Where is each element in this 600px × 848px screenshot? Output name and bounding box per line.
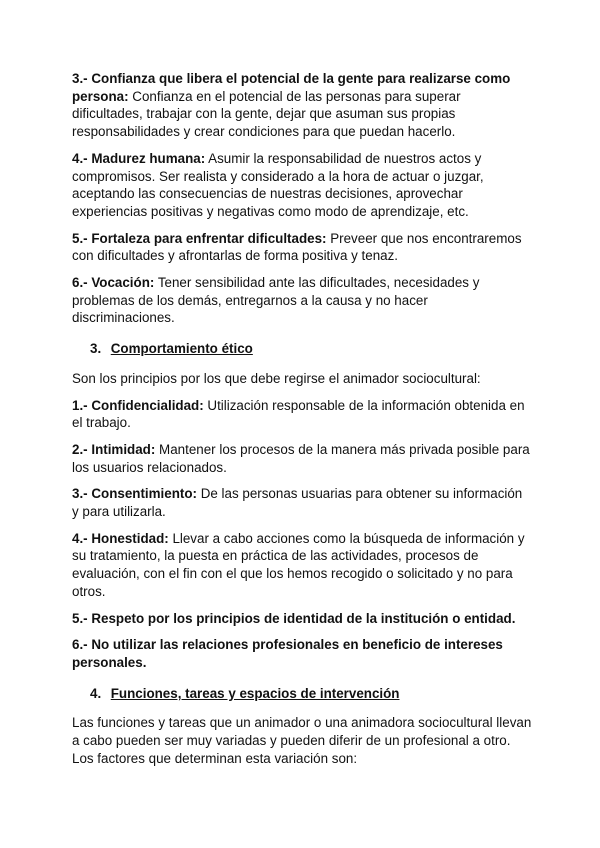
section-heading-comportamiento-etico [90,340,532,358]
section-title: Comportamiento ético [110,341,253,357]
item-label: 3.- Consentimiento: [72,486,197,502]
section-number: 3. [90,341,102,357]
item-text: Tener sensibilidad ante las dificultades, necesidades y problemas de los demás, entregarnos a la causa y no hacer discriminaciones. [72,275,480,326]
item-label: 4.- Honestidad: [72,530,169,546]
principle-item [72,70,532,141]
section-title: Funciones, tareas y espacios de intervención [110,685,400,701]
item-label: 6.- No utilizar las relaciones profesionales en beneficio de intereses personales. [72,637,503,670]
section-intro: Las funciones y tareas que un animador o una animadora sociocultural llevan a cabo pueden ser muy variadas y pueden diferir de un profesional a otro. Los factores que determinan esta variación son: [72,715,532,766]
ethics-item [72,636,532,671]
section-number: 4. [90,685,102,701]
item-text: De las personas usuarias para obtener su información y para utilizarla. [72,486,523,520]
ethics-item [72,485,532,520]
item-text: Utilización responsable de la información obtenida en el trabajo. [72,397,525,431]
section-intro: Son los principios por los que debe regirse el animador sociocultural: [72,370,481,386]
principle-item [72,274,532,327]
item-label: 6.- Vocación: [72,275,155,291]
principle-item [72,150,532,221]
item-label: 1.- Confidencialidad: [72,397,204,413]
item-label: 2.- Intimidad: [72,441,156,457]
item-text: Asumir la responsabilidad de nuestros actos y compromisos. Ser realista y considerado a la hora de actuar o juzgar, aceptando las consecuencias de nuestras decisiones, aprovechar experiencias positivas y negativas como modo de aprendizaje, etc. [72,150,484,219]
item-text: Mantener los procesos de la manera más privada posible para los usuarios relacionados. [72,441,530,475]
ethics-item [72,610,532,628]
ethics-item [72,530,532,601]
ethics-item [72,397,532,432]
section-heading-funciones [90,685,532,703]
item-text: Preveer que nos encontraremos con dificultades y afrontarlas de forma positiva y tenaz. [72,230,522,264]
ethics-item [72,441,532,476]
document-page [72,70,532,777]
principle-item [72,230,532,265]
item-label: 4.- Madurez humana: [72,150,206,166]
item-label: 3.- Confianza que libera el potencial de la gente para realizarse como persona: [72,71,511,104]
item-text: Llevar a cabo acciones como la búsqueda de información y su tratamiento, la puesta en práctica de las actividades, procesos de evaluación, con el fin con el que los hemos recogido o solicitado y no para otros. [72,530,525,599]
item-text: Confianza en el potencial de las personas para superar dificultades, trabajar con la gente, dejar que asuman sus propias responsabilidades y crear condiciones para que puedan hacerlo. [72,88,461,140]
item-label: 5.- Fortaleza para enfrentar dificultades: [72,230,327,246]
item-label: 5.- Respeto por los principios de identidad de la institución o entidad. [72,610,516,626]
